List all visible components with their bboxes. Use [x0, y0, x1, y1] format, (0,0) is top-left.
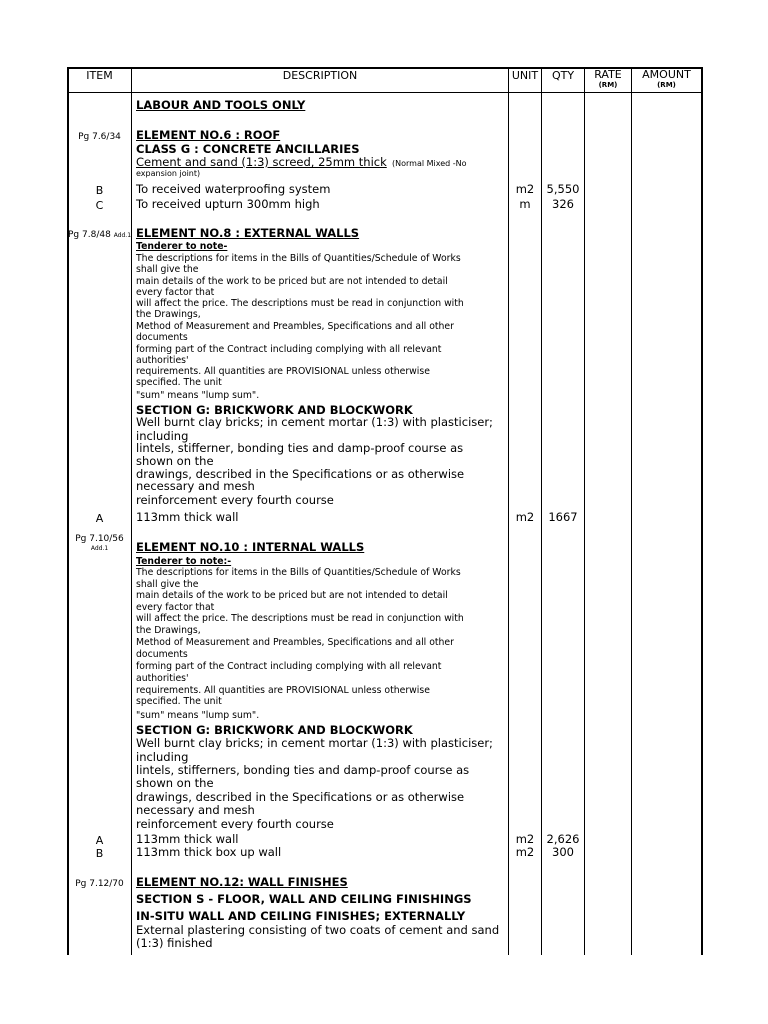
ext-walls-note-line: forming part of the Contract including complying with all relevant [136, 344, 442, 355]
ext-walls-spec-line: shown on the [136, 454, 214, 468]
wall-finishes-heading: ELEMENT NO.12: WALL FINISHES [136, 875, 348, 889]
ext-walls-note-line: documents [136, 332, 188, 343]
ext-walls-spec-line: including [136, 429, 189, 443]
ext-walls-spec-line: necessary and mesh [136, 479, 255, 493]
roof-item-b-desc: To received waterproofing system [136, 182, 331, 196]
ext-walls-item-a-desc: 113mm thick wall [136, 510, 239, 524]
ext-walls-item-a-unit: m2 [515, 510, 535, 524]
ext-walls-note-line: "sum" means "lump sum". [136, 390, 260, 401]
header-amount-unit: (RM) [657, 81, 676, 89]
roof-heading: ELEMENT NO.6 : ROOF [136, 128, 281, 142]
ext-walls-note-line: authorities' [136, 355, 189, 366]
ext-walls-note-line: every factor that [136, 287, 215, 298]
ext-walls-ref-page: Pg 7.8/48 [68, 230, 111, 240]
ext-walls-note-line: requirements. All quantities are PROVISIONAL unless otherwise [136, 366, 430, 377]
ext-walls-section: SECTION G: BRICKWORK AND BLOCKWORK [136, 403, 413, 417]
roof-item-c-unit: m [519, 197, 531, 211]
roof-item-b: B [95, 184, 104, 197]
header-bottom-border [67, 92, 702, 93]
int-walls-ref-addendum: Add.1 [90, 545, 109, 552]
int-walls-item-b-unit: m2 [515, 845, 535, 859]
col-border-qty [584, 67, 585, 955]
ext-walls-note-line: will affect the price. The descriptions must be read in conjunction with [136, 298, 464, 309]
wall-finishes-subsection: IN-SITU WALL AND CEILING FINISHES; EXTERNALLY [136, 909, 466, 923]
int-walls-note-line: Method of Measurement and Preambles, Specifications and all other [136, 637, 454, 648]
int-walls-spec-line: including [136, 750, 189, 764]
roof-screed: Cement and sand (1:3) screed, 25mm thick [136, 155, 387, 169]
wall-finishes-section: SECTION S - FLOOR, WALL AND CEILING FINISHINGS [136, 892, 472, 906]
int-walls-note-line: specified. The unit [136, 696, 222, 707]
col-border-right [701, 67, 703, 955]
ext-walls-heading: ELEMENT NO.8 : EXTERNAL WALLS [136, 226, 360, 240]
header-rate: RATE [594, 68, 622, 81]
header-rate-unit: (RM) [598, 81, 618, 89]
int-walls-item-b-desc: 113mm thick box up wall [136, 845, 282, 859]
roof-item-c-qty: 326 [552, 197, 574, 211]
roof-ref: Pg 7.6/34 [78, 132, 121, 142]
int-walls-note-line: every factor that [136, 602, 215, 613]
ext-walls-spec-line: Well burnt clay bricks; in cement mortar (1:3) with plasticiser; [136, 415, 493, 429]
ext-walls-item-a: A [95, 512, 104, 525]
int-walls-item-a: A [95, 834, 104, 847]
int-walls-note-line: shall give the [136, 579, 199, 590]
int-walls-item-b: B [95, 847, 104, 860]
int-walls-note-line: "sum" means "lump sum". [136, 710, 260, 721]
roof-class: CLASS G : CONCRETE ANCILLARIES [136, 142, 360, 156]
ext-walls-note-line: main details of the work to be priced but are not intended to detail [136, 276, 448, 287]
col-border-item [131, 67, 132, 955]
header-description: DESCRIPTION [282, 69, 358, 82]
wall-finishes-spec-line: (1:3) finished [136, 936, 213, 950]
int-walls-item-a-qty: 2,626 [546, 832, 580, 846]
section-title: LABOUR AND TOOLS ONLY [136, 98, 306, 112]
ext-walls-item-a-qty: 1667 [548, 510, 578, 524]
roof-screed-note: (Normal Mixed -No [392, 159, 467, 168]
int-walls-note-line: requirements. All quantities are PROVISIONAL unless otherwise [136, 685, 430, 696]
roof-screed-note-2: expansion joint) [136, 169, 201, 178]
ext-walls-spec-line: lintels, stifferner, bonding ties and damp-proof course as [136, 441, 464, 455]
ext-walls-note-line: specified. The unit [136, 377, 222, 388]
ext-walls-ref-addendum: Add.1 [113, 232, 132, 239]
ext-walls-note-line: Method of Measurement and Preambles, Specifications and all other [136, 321, 454, 332]
ext-walls-ref [68, 231, 131, 240]
ext-walls-spec-line: drawings, described in the Specifications or as otherwise [136, 467, 465, 481]
col-border-rate [631, 67, 632, 955]
int-walls-spec-line: Well burnt clay bricks; in cement mortar (1:3) with plasticiser; [136, 736, 493, 750]
header-qty: QTY [551, 69, 575, 82]
ext-walls-note-heading: Tenderer to note- [136, 241, 228, 252]
roof-item-b-qty: 5,550 [546, 182, 580, 196]
ext-walls-note-line: The descriptions for items in the Bills of Quantities/Schedule of Works [136, 253, 461, 264]
wall-finishes-ref: Pg 7.12/70 [75, 879, 124, 889]
int-walls-note-line: The descriptions for items in the Bills of Quantities/Schedule of Works [136, 567, 461, 578]
int-walls-note-heading: Tenderer to note:- [136, 556, 232, 567]
int-walls-note-line: documents [136, 649, 188, 660]
ext-walls-note-line: the Drawings, [136, 309, 201, 320]
int-walls-note-line: forming part of the Contract including complying with all relevant [136, 661, 442, 672]
int-walls-section: SECTION G: BRICKWORK AND BLOCKWORK [136, 723, 413, 737]
int-walls-spec-line: reinforcement every fourth course [136, 817, 334, 831]
int-walls-heading: ELEMENT NO.10 : INTERNAL WALLS [136, 540, 365, 554]
int-walls-item-a-unit: m2 [515, 832, 535, 846]
int-walls-ref: Pg 7.10/56 [75, 534, 124, 544]
int-walls-note-line: the Drawings, [136, 625, 201, 636]
roof-item-c-desc: To received upturn 300mm high [136, 197, 320, 211]
int-walls-spec-line: lintels, stifferners, bonding ties and damp-proof course as [136, 763, 470, 777]
int-walls-item-b-qty: 300 [552, 845, 574, 859]
header-unit: UNIT [511, 69, 539, 82]
roof-item-c: C [95, 199, 104, 212]
int-walls-spec-line: necessary and mesh [136, 803, 255, 817]
roof-item-b-unit: m2 [515, 182, 535, 196]
int-walls-note-line: main details of the work to be priced but are not intended to detail [136, 590, 448, 601]
ext-walls-note-line: shall give the [136, 264, 199, 275]
int-walls-spec-line: shown on the [136, 776, 214, 790]
int-walls-note-line: authorities' [136, 673, 189, 684]
header-item: ITEM [86, 69, 113, 82]
int-walls-spec-line: drawings, described in the Specifications or as otherwise [136, 790, 465, 804]
int-walls-item-a-desc: 113mm thick wall [136, 832, 239, 846]
ext-walls-spec-line: reinforcement every fourth course [136, 493, 334, 507]
header-amount: AMOUNT [642, 68, 691, 81]
wall-finishes-spec-line: External plastering consisting of two coats of cement and sand [136, 923, 500, 937]
int-walls-note-line: will affect the price. The descriptions must be read in conjunction with [136, 613, 464, 624]
